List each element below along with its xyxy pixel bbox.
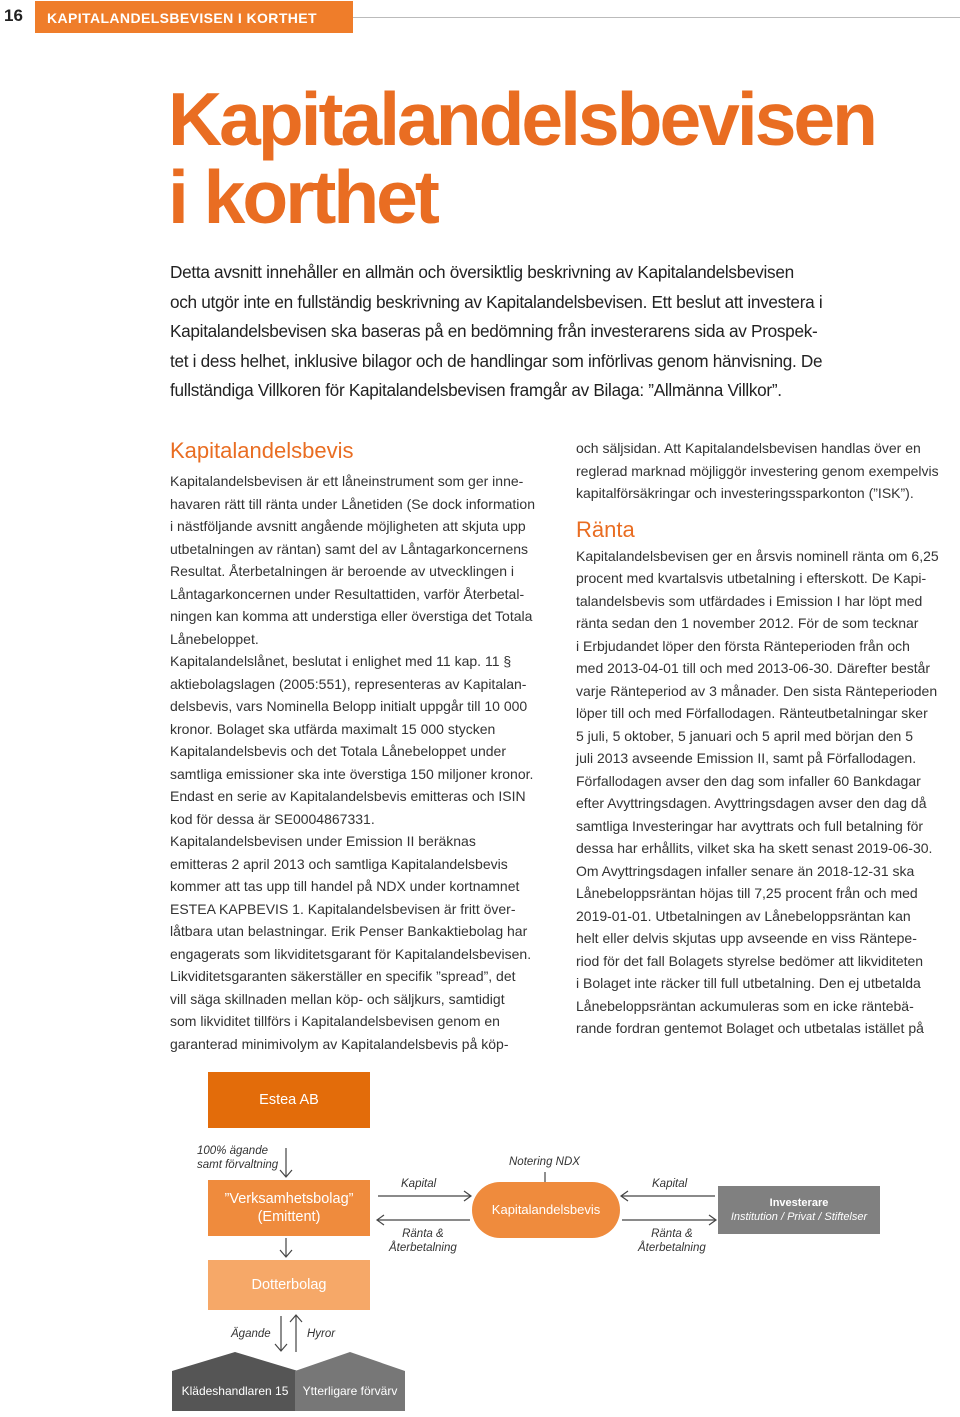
ranta-right-label xyxy=(638,1227,706,1255)
kapital-left-label: Kapital xyxy=(401,1178,437,1190)
ranta-left-line: Återbetalning xyxy=(389,1242,457,1254)
section-heading-kapitalandelsbevis: Kapitalandelsbevis xyxy=(170,438,354,463)
body-text-line: Om Avyttringsdagen infaller senare än 2018-12-31 ska xyxy=(576,862,915,879)
body-text-line: Likviditetsgaranten säkerställer en specifik ”spread”, det xyxy=(170,968,516,984)
body-text-line: reglerad marknad möjliggör investering genom exempelvis xyxy=(576,462,939,479)
body-text-line: i Erbjudandet löper den första Ränteperioden från och xyxy=(576,637,910,654)
ranta-right-line: Ränta & xyxy=(651,1228,693,1240)
body-text-line: Förfallodagen avser den dag som infaller 60 Bankdagar xyxy=(576,772,921,789)
body-text-line: varje Ränteperiod av 3 månader. Den sista Ränteperioden xyxy=(576,682,938,699)
body-text-line: riod för det fall Bolagets styrelse bedömer att likviditeten xyxy=(576,952,924,969)
intro-line: och utgör inte en fullständig beskrivning av Kapitalandelsbevisen. Ett beslut att investera i xyxy=(170,291,823,312)
body-text-line: helt eller delvis skjutas upp avseende en viss Räntepe- xyxy=(576,930,917,946)
intro-line: tet i dess helhet, inklusive bilagor och de handlingar som införlivas genom hänvisning. De xyxy=(170,350,823,371)
intro-line: Detta avsnitt innehåller en allmän och översiktlig beskrivning av Kapitalandelsbevisen xyxy=(170,262,794,282)
ownership-label-line: 100% ägande xyxy=(197,1145,268,1157)
body-text-line: emitteras 2 april 2013 och samtliga Kapitalandelsbevis xyxy=(170,855,508,872)
body-text-line: och säljsidan. Att Kapitalandelsbevisen handlas över en xyxy=(576,440,921,456)
body-text-line: Lånebeloppet. xyxy=(170,630,259,647)
notering-label: Notering NDX xyxy=(509,1156,580,1168)
body-text-line: rande fordran gentemot Bolaget och utbetalas istället på xyxy=(576,1020,924,1036)
dotterbolag-box xyxy=(208,1260,370,1310)
kladeshandlaren-box xyxy=(172,1371,298,1411)
body-text-line: juli 2013 avseende Emission II, samt på Förfallodagen. xyxy=(576,750,917,766)
body-text-line: dessa har erhållits, vilket ska ha skett senast 2019-06-30. xyxy=(576,840,933,856)
body-text-line: procent med kvartalsvis utbetalning i efterskott. De Kapi- xyxy=(576,570,927,586)
kapitalandelsbevis-box xyxy=(472,1182,620,1238)
verksamhetsbolag-box xyxy=(208,1180,370,1236)
body-text-line: Låntagarkoncernen under Resultattiden, varför Återbetal- xyxy=(170,585,525,602)
body-text-line: vill säga skillnaden mellan köp- och säljkurs, samtidigt xyxy=(170,990,505,1007)
body-text-line: Kapitalandelsbevis och det Totala Lånebeloppet under xyxy=(170,743,506,759)
body-text-line: 2019-01-01. Utbetalningen av Lånebeloppsräntan kan xyxy=(576,907,911,924)
investerare-sublabel: Institution / Privat / Stiftelser xyxy=(730,1211,868,1223)
body-text-line: Resultat. Återbetalningen är beroende av utvecklingen i xyxy=(170,563,514,579)
kapital-right-label: Kapital xyxy=(652,1178,688,1190)
kladeshandlaren-label: Klädeshandlaren 15 xyxy=(181,1384,289,1398)
body-text-line: med 2013-04-01 till och med 2013-06-30. Därefter består xyxy=(576,660,931,676)
intro-line: Kapitalandelsbevisen ska baseras på en bedömning från investerarens sida av Prospek- xyxy=(170,321,818,341)
ranta-right-line: Återbetalning xyxy=(638,1242,706,1254)
hyror-label: Hyror xyxy=(307,1328,336,1340)
body-text-line: Endast en serie av Kapitalandelsbevis emitteras och ISIN xyxy=(170,788,526,804)
estea-box xyxy=(208,1072,370,1128)
body-text-line: Lånebeloppsräntan ackumuleras som en icke räntebä- xyxy=(576,997,914,1014)
body-text-line: Kapitalandelslånet, beslutat i enlighet med 11 kap. 11 § xyxy=(170,653,512,669)
body-text-line: Lånebeloppsräntan höjas till 7,25 procent från och med xyxy=(576,885,918,901)
kapitalandelsbevis-label: Kapitalandelsbevis xyxy=(491,1202,601,1217)
ytterligare-label: Ytterligare förvärv xyxy=(302,1384,398,1398)
emittent-label: (Emittent) xyxy=(257,1209,321,1225)
body-text-line: kommer att tas upp till handel på NDX under kortnamnet xyxy=(170,878,520,894)
agande-label: Ägande xyxy=(231,1328,271,1340)
body-text-line: Kapitalandelsbevisen ger en årsvis nominell ränta om 6,25 xyxy=(576,547,939,564)
ranta-left-line: Ränta & xyxy=(402,1228,444,1240)
body-text-line: ningen kan komma att understiga eller överstiga det Totala xyxy=(170,608,533,624)
body-text-line: aktiebolagslagen (2005:551), representeras av Kapitalan- xyxy=(170,675,527,692)
body-text-line: talandelsbevis som utfärdades i Emission I har löpt med xyxy=(576,592,923,609)
investerare-box xyxy=(718,1186,880,1234)
body-text-line: i nästföljande avsnitt angående möjligheten att skjuta upp xyxy=(170,518,526,534)
body-text-line: havaren rätt till ränta under Lånetiden (Se dock information xyxy=(170,495,535,512)
section-heading-ranta: Ränta xyxy=(576,516,635,542)
dotterbolag-label: Dotterbolag xyxy=(251,1277,327,1293)
page-number: 16 xyxy=(4,6,23,25)
body-text-line: låtbara utan belastningar. Erik Penser Bankaktiebolag har xyxy=(170,923,528,939)
body-text-line: kod för dessa är SE0004867331. xyxy=(170,810,375,827)
body-text-line: i Bolaget inte räcker till full utbetalning. Den ej utbetalda xyxy=(576,975,921,991)
body-text-line: garanterad minimivolym av Kapitalandelsbevis på köp- xyxy=(170,1035,509,1052)
body-text-line: kapitalförsäkringar och investeringssparkonton (”ISK”). xyxy=(576,485,914,501)
intro-line: fullständiga Villkoren för Kapitalandelsbevisen framgår av Bilaga: ”Allmänna Villkor”. xyxy=(170,380,782,400)
body-text-line: samtliga Investeringar har avyttrats och full betalning för xyxy=(576,817,924,834)
ranta-left-label xyxy=(389,1227,457,1255)
page-title-line-2: i korthet xyxy=(168,155,437,239)
ownership-label-line: samt förvaltning xyxy=(197,1159,279,1171)
body-text-line: Kapitalandelsbevisen under Emission II beräknas xyxy=(170,833,476,849)
body-text-line: delsbevis, vars Nominella Belopp initialt uppgår till 10 000 xyxy=(170,698,528,714)
body-text-line: Kapitalandelsbevisen är ett låneinstrument som ger inne- xyxy=(170,473,524,489)
body-text-line: kronor. Bolaget ska utfärda maximalt 15 000 stycken xyxy=(170,720,496,737)
section-title: KAPITALANDELSBEVISEN I KORTHET xyxy=(47,10,317,26)
investerare-label: Investerare xyxy=(769,1197,829,1209)
body-text-line: samtliga emissioner ska inte överstiga 150 miljoner kronor. xyxy=(170,765,534,782)
body-text-line: löper till och med Förfallodagen. Ränteutbetalningar sker xyxy=(576,705,928,721)
page-title-line-1: Kapitalandelsbevisen xyxy=(168,77,875,161)
body-text-line: som likviditet tillförs i Kapitalandelsbevisen genom en xyxy=(170,1013,500,1029)
verksamhetsbolag-label: ”Verksamhetsbolag” xyxy=(224,1191,354,1207)
body-text-line: 5 juli, 5 oktober, 5 januari och 5 april med början den 5 xyxy=(576,727,913,744)
estea-label: Estea AB xyxy=(259,1092,319,1108)
body-text-line: utbetalningen av räntan) samt del av Låntagarkoncernens xyxy=(170,540,529,557)
body-text-line: ESTEA KAPBEVIS 1. Kapitalandelsbevisen är fritt över- xyxy=(170,900,516,917)
body-text-line: efter Avyttringsdagen. Avyttringsdagen avser den dag då xyxy=(576,795,927,811)
body-text-line: ränta sedan den 1 november 2012. För de som tecknar xyxy=(576,615,919,631)
body-text-line: engagerats som likviditetsgarant för Kapitalandelsbevisen. xyxy=(170,945,532,962)
ownership-label xyxy=(197,1144,278,1172)
ytterligare-box xyxy=(295,1371,405,1411)
